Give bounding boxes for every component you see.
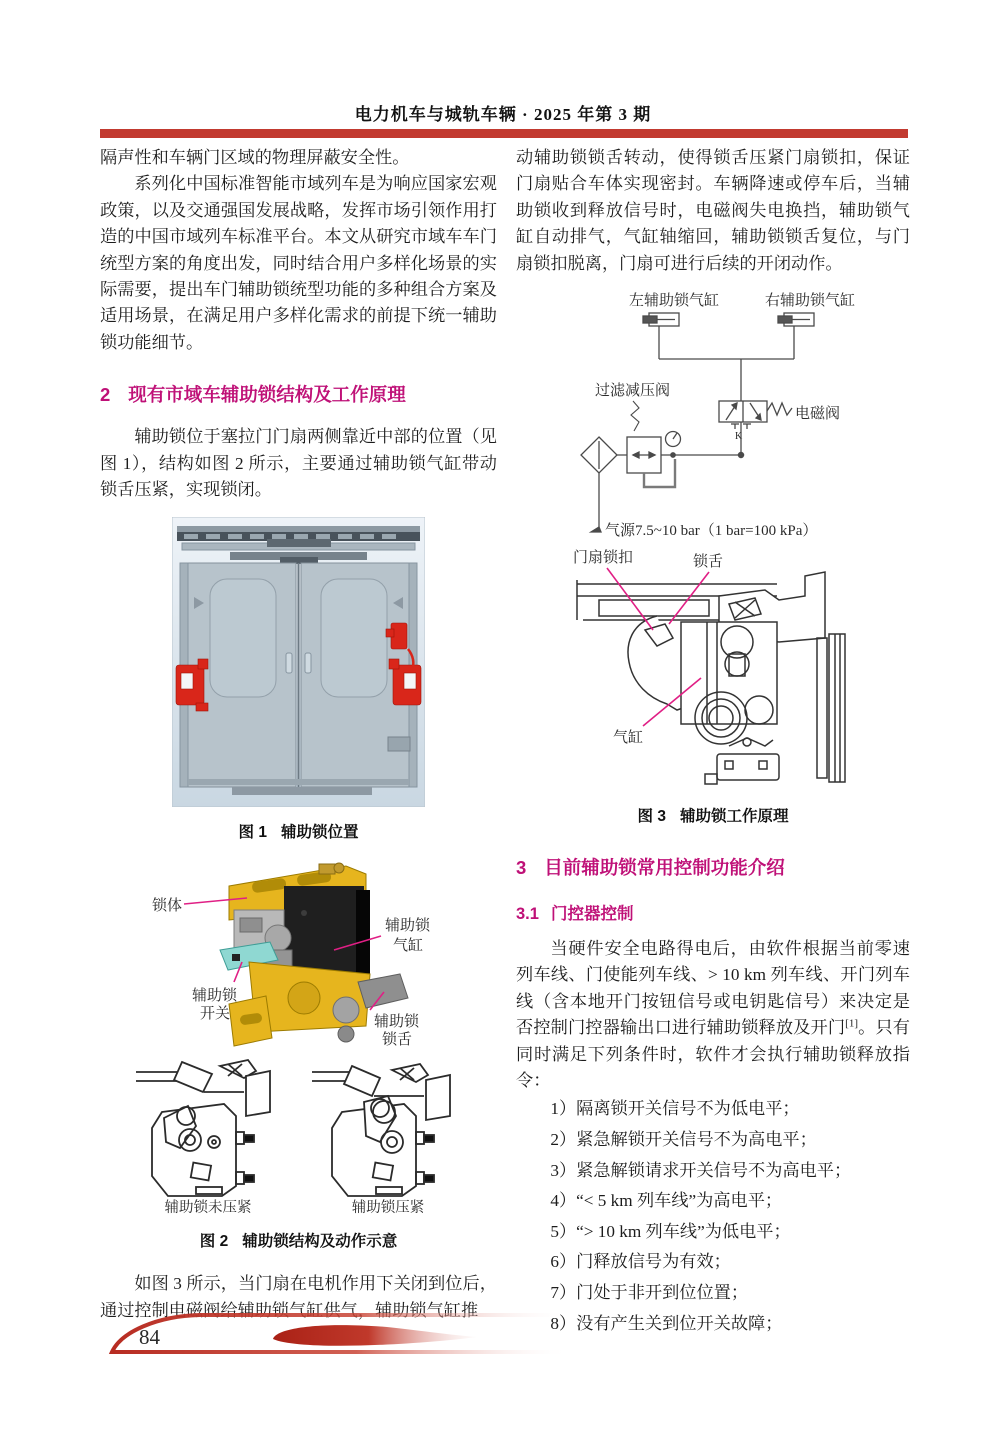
list-item: 6）门释放信号为有效； <box>550 1252 731 1272</box>
fig3-label-filter-valve: 过滤减压阀 <box>595 383 671 400</box>
list-item: 2）紧急解锁开关信号不为高电平； <box>550 1130 817 1150</box>
paragraph: 隔声性和车辆门区域的物理屏蔽安全性。 <box>100 148 410 167</box>
footer-swoosh-graphic <box>95 1310 570 1358</box>
paragraph: 系列化中国标准智能市域列车是为响应国家宏观政策，以及交通强国发展战略，发挥市场引领作用打造的中国市域列车标准平台。本文从研究市域车车门统型方案的角度出发，同时结合用户多样化场景的实际需要，提出车门辅助锁统型功能的多种组合方案及适用场景，在满足用户多样化需求的前提下统一辅助锁功能细节。 <box>100 174 497 352</box>
fig2-label-lock-body: 锁体 <box>151 898 182 915</box>
right-column <box>516 145 910 1339</box>
lock-mechanism-drawing <box>569 546 901 791</box>
paragraph: 当硬件安全电路得电后，由软件根据当前零速列车线、门使能列车线、> 10 km 列车线、开门列车线（含本地开门按钮信号或电钥匙信号）来决定是否控制门控器输出口进行辅助锁释放及开门[1]。只有同时满足下列条件时，软件才会执行辅助锁释放指令： <box>516 939 910 1091</box>
fig3-label-left-cylinder: 左辅助锁气缸 <box>629 293 720 310</box>
journal-header: 电力机车与城轨车辆 · 2025 年第 3 期 <box>354 105 652 124</box>
fig2-label-switch-1: 辅助锁 <box>191 988 237 1005</box>
aux-lock-left <box>176 659 208 711</box>
fig2-label-tongue-1: 辅助锁 <box>373 1014 419 1031</box>
door-assembly-image <box>172 517 425 807</box>
list-item: 1）隔离锁开关信号不为低电平； <box>550 1099 800 1119</box>
header-rule-divider <box>100 129 908 138</box>
section-title: 门控器控制 <box>550 905 634 924</box>
citation-superscript: [1] <box>845 1017 858 1030</box>
fig2-label-switch-2: 开关 <box>199 1006 230 1023</box>
section-number: 3 <box>516 857 527 879</box>
section-heading-3-1 <box>516 900 910 924</box>
list-item: 5）“> 10 km 列车线”为低电平； <box>550 1221 791 1241</box>
paragraph: 动辅助锁锁舌转动，使得锁舌压紧门扇锁扣，保证门扇贴合车体实现密封。车辆降速或停车后，当辅助锁收到释放信号时，电磁阀失电换挡，辅助锁气缸自动排气，气缸轴缩回，辅助锁锁舌复位，与门扇锁扣脱离，门扇可进行后续的开闭动作。 <box>516 148 910 273</box>
list-item: 7）门处于非开到位位置； <box>550 1283 749 1303</box>
paragraph: 辅助锁位于塞拉门门扇两侧靠近中部的位置（见图 1），结构如图 2 所示，主要通过辅助锁气缸带动锁舌压紧，实现锁闭。 <box>100 427 497 500</box>
section-heading-2 <box>100 381 497 407</box>
fig2-label-tongue-2: 锁舌 <box>381 1032 412 1049</box>
figure-1-caption: 图 1 辅助锁位置 <box>238 824 359 842</box>
page-number: 84 <box>139 1325 160 1349</box>
section-number: 2 <box>100 384 111 406</box>
list-item: 8）没有产生关到位开关故障； <box>550 1313 783 1333</box>
figure-3-caption: 图 3 辅助锁工作原理 <box>637 808 789 826</box>
fig3-label-air-source: 气源7.5~10 bar（1 bar=100 kPa） <box>605 523 818 540</box>
fig3-label-door-catch: 门扇锁扣 <box>573 550 634 567</box>
section-title: 目前辅助锁常用控制功能介绍 <box>544 857 785 879</box>
aux-lock-3d-image <box>134 858 464 1051</box>
fig2-subcaption-right: 辅助锁压紧 <box>351 1200 424 1217</box>
page-footer <box>95 1310 570 1363</box>
paragraph: 如图 3 所示，当门扇在电机作用下关闭到位后，通过控制电磁阀给辅助锁气缸供气，辅助锁气缸推 <box>100 1274 497 1320</box>
pneumatic-schematic <box>569 289 901 541</box>
list-item: 4）“< 5 km 列车线”为高电平； <box>550 1191 783 1211</box>
figure-1 <box>100 517 497 842</box>
fig2-subcaption-left: 辅助锁未压紧 <box>164 1200 251 1217</box>
figure-2-caption: 图 2 辅助锁结构及动作示意 <box>199 1233 398 1251</box>
figure-2 <box>100 858 497 1251</box>
fig3-label-tongue: 锁舌 <box>693 554 724 571</box>
lock-not-pressed-drawing <box>132 1056 290 1216</box>
section-heading-3 <box>516 854 910 880</box>
fig3-valve-k-label: K <box>735 431 743 443</box>
fig2-label-cylinder-1: 辅助锁 <box>384 918 430 935</box>
lock-pressed-drawing <box>308 1056 466 1216</box>
list-item: 3）紧急解锁请求开关信号不为高电平； <box>550 1160 852 1180</box>
section-number: 3.1 <box>516 905 539 924</box>
fig2-label-cylinder-2: 气缸 <box>392 938 423 955</box>
fig3-label-right-cylinder: 右辅助锁气缸 <box>765 293 856 310</box>
condition-list <box>516 1094 910 1339</box>
section-title: 现有市域车辅助锁结构及工作原理 <box>128 384 406 406</box>
fig2-action-drawings <box>100 1056 497 1221</box>
fig3-label-cylinder: 气缸 <box>613 730 644 747</box>
fig3-label-solenoid-valve: 电磁阀 <box>795 406 841 423</box>
figure-3 <box>516 289 910 826</box>
left-column <box>100 145 497 1324</box>
